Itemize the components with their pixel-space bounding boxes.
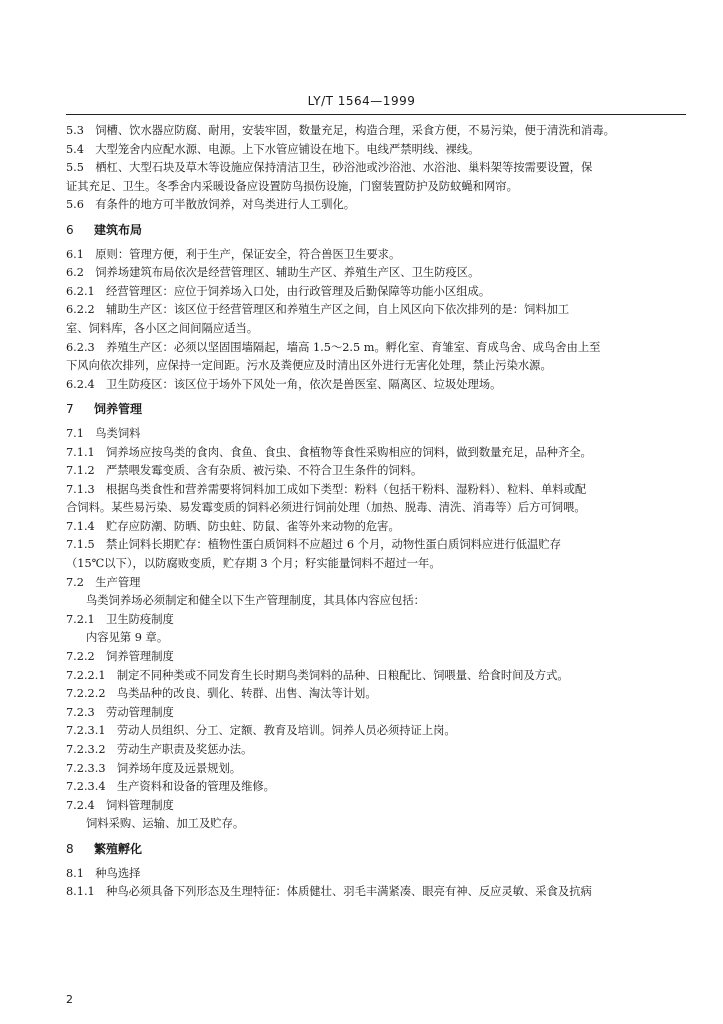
text-line: 8.1.1 种鸟必须具备下列形态及生理特征：体质健壮、羽毛丰满紧凑、眼亮有神、反应灵敏、采食及抗病 (66, 885, 592, 899)
text-line: 6.2 饲养场建筑布局依次是经营管理区、辅助生产区、养殖生产区、卫生防疫区。 (66, 266, 480, 280)
text-line: 合饲料。某些易污染、易发霉变质的饲料必须进行饲前处理（加热、脱毒、清洗、消毒等）后方可饲喂。 (66, 501, 586, 515)
text-line: 6.2.2 辅助生产区：该区位于经营管理区和养殖生产区之间，自上风区向下依次排列的是：饲料加工 (66, 303, 570, 317)
text-line: 7.2.1 卫生防疫制度 (66, 612, 174, 626)
text-line: 7.2.3.2 劳动生产职责及奖惩办法。 (66, 743, 253, 756)
text-line: 7.1 鸟类饲料 (66, 426, 141, 440)
text-line: 5.5 栖杠、大型石块及草木等设施应保持清洁卫生，砂浴池或沙浴池、水浴池、巢料架等按需要设置，保 (66, 161, 593, 175)
header-rule (66, 114, 686, 115)
text-line: （15℃以下），以防腐败变质，贮存期 3 个月；籽实能量饲料不超过一年。 (66, 557, 441, 571)
text-line: 7.2 生产管理 (66, 575, 141, 589)
section-number: 8 (66, 841, 74, 856)
text-line: 室、饲料库，各小区之间间隔应适当。 (66, 321, 259, 335)
text-line: 6.2.4 卫生防疫区：该区位于场外下风处一角，依次是兽医室、隔离区、垃圾处理场。 (66, 377, 502, 391)
text-line: 7.2.3.3 饲养场年度及远景规划。 (66, 761, 242, 775)
section-heading (66, 840, 686, 859)
text-line: 7.1.2 严禁喂发霉变质、含有杂质、被污染、不符合卫生条件的饲料。 (66, 464, 423, 478)
text-line: 7.2.3 劳动管理制度 (66, 705, 174, 719)
section-heading (66, 400, 686, 419)
text-line: 5.3 饲槽、饮水器应防腐、耐用，安装牢固，数量充足，构造合理，采食方便，不易污染，便于清洗和消毒。 (66, 124, 615, 137)
text-line: 7.1.5 禁止饲料长期贮存：植物性蛋白质饲料不应超过 6 个月，动物性蛋白质饲料应进行低温贮存 (66, 538, 561, 552)
section-number: 7 (66, 402, 74, 417)
document-body (66, 122, 686, 902)
text-line: 7.1.4 贮存应防潮、防晒、防虫蛀、防鼠、雀等外来动物的危害。 (66, 519, 400, 533)
text-line: 内容见第 9 章。 (86, 631, 169, 645)
section-title: 建筑布局 (94, 222, 143, 237)
section-title: 饲养管理 (94, 402, 143, 417)
text-line: 证其充足、卫生。冬季舍内采暖设备应设置防鸟损伤设施，门窗装置防护及防蚊蝇和网帘。 (66, 179, 518, 193)
page-header: LY/T 1564—1999 (307, 94, 416, 108)
text-line: 5.4 大型笼舍内应配水源、电源。上下水管应铺设在地下。电线严禁明线、裸线。 (66, 142, 480, 156)
text-line: 7.2.2.2 鸟类品种的改良、驯化、转群、出售、淘汰等计划。 (66, 687, 377, 701)
text-line: 7.2.3.4 生产资料和设备的管理及维修。 (66, 780, 275, 794)
text-line: 下风向依次排列，应保持一定间距。污水及粪便应及时清出区外进行无害化处理，禁止污染水源。 (66, 359, 552, 373)
text-line: 6.2.3 养殖生产区：必须以坚固围墙隔起，墙高 1.5～2.5 m。孵化室、育雏室、育成鸟舍、成鸟舍由上至 (66, 340, 601, 354)
text-line: 6.2.1 经营管理区：应位于饲养场入口处，由行政管理及后勤保障等功能小区组成。 (66, 284, 491, 298)
text-line: 饲料采购、运输、加工及贮存。 (86, 817, 245, 831)
text-line: 7.2.3.1 劳动人员组织、分工、定额、教育及培训。饲养人员必须持证上岗。 (66, 724, 456, 738)
text-line: 7.2.2 饲养管理制度 (66, 650, 174, 664)
text-line: 7.2.2.1 制定不同种类或不同发育生长时期鸟类饲料的品种、日粮配比、饲喂量、给食时间及方式。 (66, 668, 569, 682)
page-number: 2 (66, 993, 73, 1006)
text-line: 6.1 原则：管理方便，利于生产，保证安全，符合兽医卫生要求。 (66, 247, 401, 261)
text-line: 8.1 种鸟选择 (66, 866, 141, 880)
text-line: 鸟类饲养场必须制定和健全以下生产管理制度，其具体内容应包括： (86, 594, 425, 608)
text-line: 7.2.4 饲料管理制度 (66, 798, 174, 812)
text-line: 7.1.3 根据鸟类食性和营养需要将饲料加工成如下类型：粉料（包括干粉料、湿粉料）、粒料、单料或配 (66, 482, 587, 496)
text-line: 5.6 有条件的地方可半散放饲养，对鸟类进行人工驯化。 (66, 198, 356, 212)
text-line: 7.1.1 饲养场应按鸟类的食肉、食鱼、食虫、食植物等食性采购相应的饲料，做到数量充足，品种齐全。 (66, 445, 592, 459)
section-heading (66, 221, 686, 240)
section-title: 繁殖孵化 (94, 841, 143, 856)
section-number: 6 (66, 222, 74, 237)
